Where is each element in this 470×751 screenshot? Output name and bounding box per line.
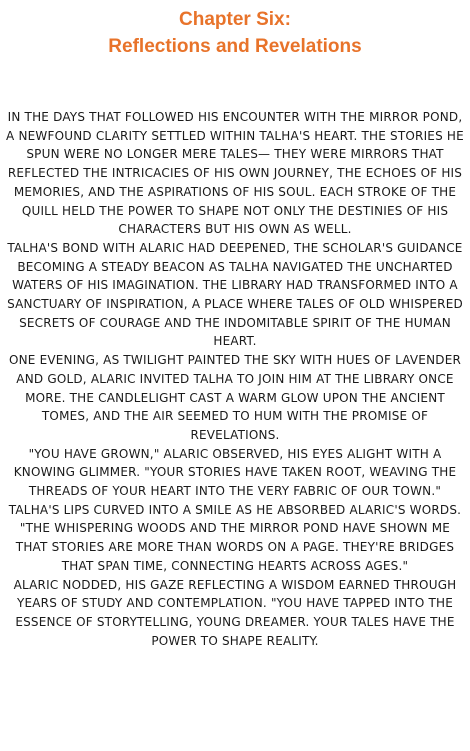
chapter-body [4, 108, 466, 650]
chapter-title: Reflections and Revelations [108, 36, 362, 57]
chapter-number: Chapter Six: [179, 9, 291, 30]
paragraph: IN THE DAYS THAT FOLLOWED HIS ENCOUNTER WITH THE MIRROR POND, A NEWFOUND CLARITY SETTLED WITHIN TALHA'S HEART. THE STORIES HE SPUN WERE NO LONGER MERE TALES— THEY WERE MIRRORS THAT REFLECTED THE INTRICACIES OF HIS OWN JOURNEY, THE ECHOES OF HIS MEMORIES, AND THE ASPIRATIONS OF HIS SOUL. EACH STROKE OF THE QUILL HELD THE POWER TO SHAPE NOT ONLY THE DESTINIES OF HIS CHARACTERS BUT HIS OWN AS WELL. [6, 110, 464, 237]
paragraph: "YOU HAVE GROWN," ALARIC OBSERVED, HIS EYES ALIGHT WITH A KNOWING GLIMMER. "YOUR STORIES HAVE TAKEN ROOT, WEAVING THE THREADS OF YOUR HEART INTO THE VERY FABRIC OF OUR TOWN." [13, 446, 457, 499]
paragraph: ALARIC NODDED, HIS GAZE REFLECTING A WISDOM EARNED THROUGH YEARS OF STUDY AND CONTEMPLATION. "YOU HAVE TAPPED INTO THE ESSENCE OF STORYTELLING, YOUNG DREAMER. YOUR TALES HAVE THE POWER TO SHAPE REALITY. [13, 577, 457, 648]
chapter-heading [4, 0, 466, 60]
paragraph: ONE EVENING, AS TWILIGHT PAINTED THE SKY WITH HUES OF LAVENDER AND GOLD, ALARIC INVITED TALHA TO JOIN HIM AT THE LIBRARY ONCE MORE. THE CANDLELIGHT CAST A WARM GLOW UPON THE ANCIENT TOMES, AND THE AIR SEEMED TO HUM WITH THE PROMISE OF REVELATIONS. [8, 353, 462, 442]
paragraph: TALHA'S LIPS CURVED INTO A SMILE AS HE ABSORBED ALARIC'S WORDS. "THE WHISPERING WOODS AND THE MIRROR POND HAVE SHOWN ME THAT STORIES ARE MORE THAN WORDS ON A PAGE. THEY'RE BRIDGES THAT SPAN TIME, CONNECTING HEARTS ACROSS AGES." [8, 502, 462, 573]
paragraph: TALHA'S BOND WITH ALARIC HAD DEEPENED, THE SCHOLAR'S GUIDANCE BECOMING A STEADY BEACON AS TALHA NAVIGATED THE UNCHARTED WATERS OF HIS IMAGINATION. THE LIBRARY HAD TRANSFORMED INTO A SANCTUARY OF INSPIRATION, A PLACE WHERE TALES OF OLD WHISPERED SECRETS OF COURAGE AND THE INDOMITABLE SPIRIT OF THE HUMAN HEART. [7, 240, 463, 349]
